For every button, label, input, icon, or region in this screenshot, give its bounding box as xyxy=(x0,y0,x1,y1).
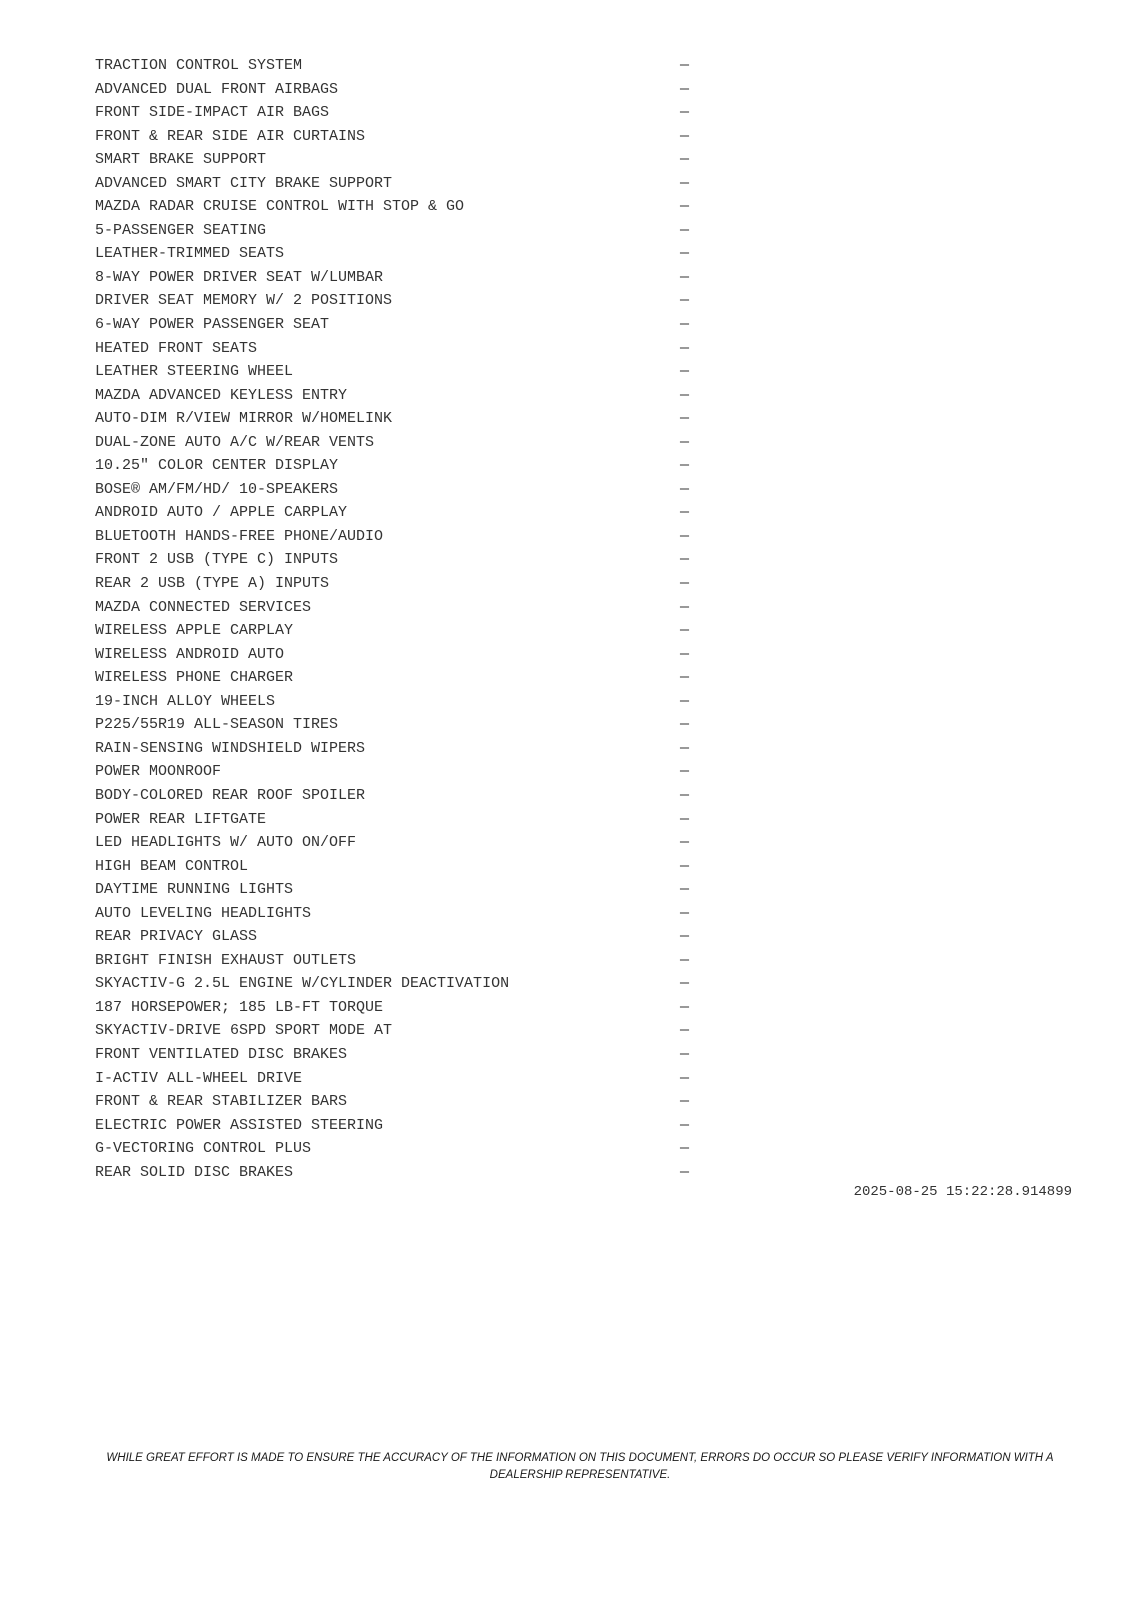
feature-value: — xyxy=(680,622,690,640)
feature-value: — xyxy=(680,316,690,334)
feature-value: — xyxy=(680,551,690,569)
feature-row xyxy=(95,242,715,266)
feature-row xyxy=(95,831,715,855)
feature-row xyxy=(95,525,715,549)
feature-row xyxy=(95,172,715,196)
feature-value: — xyxy=(680,174,690,192)
feature-name: WIRELESS PHONE CHARGER xyxy=(95,669,294,687)
feature-row xyxy=(95,972,715,996)
feature-value: — xyxy=(680,292,690,310)
feature-name: LED HEADLIGHTS W/ AUTO ON/OFF xyxy=(95,834,357,852)
feature-row xyxy=(95,101,715,125)
feature-value: — xyxy=(680,975,690,993)
feature-value: — xyxy=(680,575,690,593)
feature-name: POWER MOONROOF xyxy=(95,763,222,781)
feature-row xyxy=(95,572,715,596)
feature-name: FRONT & REAR SIDE AIR CURTAINS xyxy=(95,127,366,145)
feature-row xyxy=(95,54,715,78)
feature-value: — xyxy=(680,1093,690,1111)
feature-value: — xyxy=(680,386,690,404)
feature-row xyxy=(95,313,715,337)
feature-name: ELECTRIC POWER ASSISTED STEERING xyxy=(95,1116,384,1134)
feature-row xyxy=(95,1114,715,1138)
feature-name: I-ACTIV ALL-WHEEL DRIVE xyxy=(95,1069,303,1087)
feature-name: DUAL-ZONE AUTO A/C W/REAR VENTS xyxy=(95,433,375,451)
feature-row xyxy=(95,454,715,478)
feature-name: FRONT VENTILATED DISC BRAKES xyxy=(95,1045,348,1063)
feature-name: SKYACTIV-G 2.5L ENGINE W/CYLINDER DEACTIVATION xyxy=(95,975,510,993)
feature-name: LEATHER-TRIMMED SEATS xyxy=(95,245,285,263)
feature-value: — xyxy=(680,339,690,357)
feature-name: SKYACTIV-DRIVE 6SPD SPORT MODE AT xyxy=(95,1022,393,1040)
feature-name: REAR 2 USB (TYPE A) INPUTS xyxy=(95,575,330,593)
feature-name: DAYTIME RUNNING LIGHTS xyxy=(95,881,294,899)
feature-row xyxy=(95,337,715,361)
feature-value: — xyxy=(680,268,690,286)
feature-name: G-VECTORING CONTROL PLUS xyxy=(95,1140,312,1158)
feature-value: — xyxy=(680,598,690,616)
feature-name: SMART BRAKE SUPPORT xyxy=(95,151,267,169)
feature-row xyxy=(95,501,715,525)
feature-value: — xyxy=(680,57,690,74)
feature-row xyxy=(95,902,715,926)
feature-row xyxy=(95,925,715,949)
feature-value: — xyxy=(680,1045,690,1063)
feature-name: 19-INCH ALLOY WHEELS xyxy=(95,692,276,710)
feature-row xyxy=(95,407,715,431)
feature-name: BODY-COLORED REAR ROOF SPOILER xyxy=(95,786,366,804)
feature-row xyxy=(95,596,715,620)
feature-name: MAZDA ADVANCED KEYLESS ENTRY xyxy=(95,386,348,404)
feature-value: — xyxy=(680,834,690,852)
timestamp: 2025-08-25 15:22:28.914899 xyxy=(853,1184,1072,1200)
feature-row xyxy=(95,1067,715,1091)
feature-row xyxy=(95,760,715,784)
feature-row xyxy=(95,1090,715,1114)
feature-value: — xyxy=(680,1163,690,1181)
feature-row xyxy=(95,148,715,172)
feature-value: — xyxy=(680,151,690,169)
feature-name: ANDROID AUTO / APPLE CARPLAY xyxy=(95,504,348,522)
feature-row xyxy=(95,1161,715,1185)
feature-value: — xyxy=(680,1116,690,1134)
feature-name: TRACTION CONTROL SYSTEM xyxy=(95,57,303,74)
feature-value: — xyxy=(680,245,690,263)
feature-row xyxy=(95,78,715,102)
feature-row xyxy=(95,478,715,502)
feature-value: — xyxy=(680,951,690,969)
feature-name: 6-WAY POWER PASSENGER SEAT xyxy=(95,316,330,334)
feature-name: LEATHER STEERING WHEEL xyxy=(95,363,294,381)
feature-row xyxy=(95,289,715,313)
feature-row xyxy=(95,666,715,690)
feature-row xyxy=(95,195,715,219)
feature-row xyxy=(95,548,715,572)
feature-value: — xyxy=(680,410,690,428)
feature-row xyxy=(95,219,715,243)
feature-value: — xyxy=(680,527,690,545)
feature-name: FRONT SIDE-IMPACT AIR BAGS xyxy=(95,104,330,122)
feature-name: WIRELESS APPLE CARPLAY xyxy=(95,622,294,640)
feature-name: 187 HORSEPOWER; 185 LB-FT TORQUE xyxy=(95,998,384,1016)
feature-value: — xyxy=(680,998,690,1016)
feature-name: ADVANCED SMART CITY BRAKE SUPPORT xyxy=(95,174,393,192)
feature-row xyxy=(95,878,715,902)
feature-value: — xyxy=(680,1069,690,1087)
feature-value: — xyxy=(680,810,690,828)
feature-name: POWER REAR LIFTGATE xyxy=(95,810,267,828)
feature-value: — xyxy=(680,221,690,239)
feature-value: — xyxy=(680,504,690,522)
feature-value: — xyxy=(680,716,690,734)
feature-name: REAR PRIVACY GLASS xyxy=(95,928,258,946)
feature-value: — xyxy=(680,1022,690,1040)
feature-name: AUTO-DIM R/VIEW MIRROR W/HOMELINK xyxy=(95,410,393,428)
feature-name: WIRELESS ANDROID AUTO xyxy=(95,645,285,663)
feature-value: — xyxy=(680,457,690,475)
feature-row xyxy=(95,808,715,832)
feature-row xyxy=(95,784,715,808)
feature-name: BLUETOOTH HANDS-FREE PHONE/AUDIO xyxy=(95,527,384,545)
feature-value: — xyxy=(680,786,690,804)
feature-list xyxy=(95,54,715,1184)
feature-name: 5-PASSENGER SEATING xyxy=(95,221,267,239)
feature-name: P225/55R19 ALL-SEASON TIRES xyxy=(95,716,339,734)
feature-value: — xyxy=(680,104,690,122)
feature-value: — xyxy=(680,669,690,687)
feature-row xyxy=(95,1019,715,1043)
feature-name: AUTO LEVELING HEADLIGHTS xyxy=(95,904,312,922)
feature-row xyxy=(95,855,715,879)
feature-value: — xyxy=(680,692,690,710)
feature-value: — xyxy=(680,763,690,781)
feature-name: BRIGHT FINISH EXHAUST OUTLETS xyxy=(95,951,357,969)
feature-row xyxy=(95,125,715,149)
feature-name: HIGH BEAM CONTROL xyxy=(95,857,249,875)
feature-name: ADVANCED DUAL FRONT AIRBAGS xyxy=(95,80,339,98)
feature-value: — xyxy=(680,480,690,498)
feature-row xyxy=(95,713,715,737)
feature-name: MAZDA CONNECTED SERVICES xyxy=(95,598,312,616)
feature-row xyxy=(95,619,715,643)
feature-row xyxy=(95,690,715,714)
feature-name: DRIVER SEAT MEMORY W/ 2 POSITIONS xyxy=(95,292,393,310)
feature-row xyxy=(95,1043,715,1067)
feature-value: — xyxy=(680,904,690,922)
feature-row xyxy=(95,737,715,761)
feature-value: — xyxy=(680,739,690,757)
feature-value: — xyxy=(680,1140,690,1158)
feature-name: BOSE® AM/FM/HD/ 10-SPEAKERS xyxy=(95,480,339,498)
feature-value: — xyxy=(680,928,690,946)
feature-row xyxy=(95,643,715,667)
feature-name: MAZDA RADAR CRUISE CONTROL WITH STOP & GO xyxy=(95,198,465,216)
feature-row xyxy=(95,996,715,1020)
feature-row xyxy=(95,360,715,384)
feature-row xyxy=(95,1137,715,1161)
feature-name: HEATED FRONT SEATS xyxy=(95,339,258,357)
feature-value: — xyxy=(680,127,690,145)
feature-name: FRONT & REAR STABILIZER BARS xyxy=(95,1093,348,1111)
feature-value: — xyxy=(680,433,690,451)
feature-value: — xyxy=(680,881,690,899)
feature-row xyxy=(95,949,715,973)
feature-value: — xyxy=(680,198,690,216)
feature-name: REAR SOLID DISC BRAKES xyxy=(95,1163,294,1181)
feature-row xyxy=(95,431,715,455)
feature-name: 10.25" COLOR CENTER DISPLAY xyxy=(95,457,339,475)
feature-name: 8-WAY POWER DRIVER SEAT W/LUMBAR xyxy=(95,268,384,286)
feature-name: RAIN-SENSING WINDSHIELD WIPERS xyxy=(95,739,366,757)
feature-value: — xyxy=(680,80,690,98)
disclaimer: WHILE GREAT EFFORT IS MADE TO ENSURE THE ACCURACY OF THE INFORMATION ON THIS DOCUMENT, ERRORS DO OCCUR SO PLEASE VERIFY INFORMATION WITH A DEALERSHIP REPRESENTATIVE. xyxy=(106,1452,1054,1481)
feature-value: — xyxy=(680,363,690,381)
feature-value: — xyxy=(680,857,690,875)
feature-value: — xyxy=(680,645,690,663)
feature-row xyxy=(95,266,715,290)
feature-name: FRONT 2 USB (TYPE C) INPUTS xyxy=(95,551,339,569)
feature-row xyxy=(95,384,715,408)
